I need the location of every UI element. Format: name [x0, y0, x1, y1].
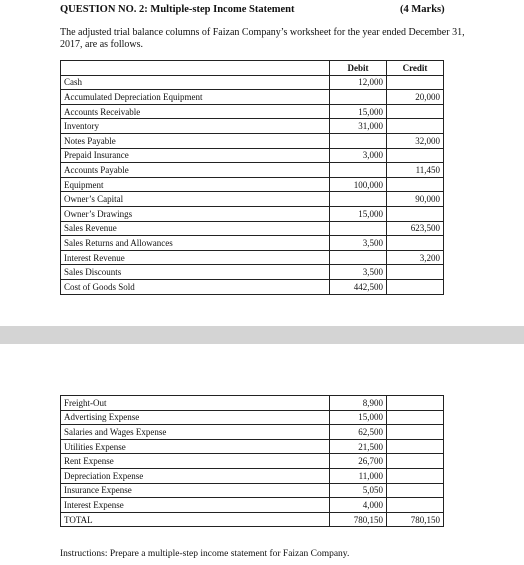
question-intro: The adjusted trial balance columns of Faizan Company’s worksheet for the year ended December 31, 2017, are as follows. — [60, 27, 465, 50]
credit-cell: 20,000 — [387, 90, 444, 105]
debit-cell: 3,500 — [330, 265, 387, 280]
credit-cell — [387, 439, 444, 454]
credit-cell: 3,200 — [387, 250, 444, 265]
debit-cell: 12,000 — [330, 75, 387, 90]
credit-cell: 623,500 — [387, 221, 444, 236]
credit-cell — [387, 483, 444, 498]
table-row — [61, 104, 444, 119]
account-cell: Owner’s Capital — [61, 192, 330, 207]
credit-cell: 11,450 — [387, 163, 444, 178]
debit-cell: 100,000 — [330, 177, 387, 192]
table-row — [61, 133, 444, 148]
credit-cell — [387, 425, 444, 440]
credit-cell — [387, 498, 444, 513]
table-row — [61, 265, 444, 280]
account-cell: Prepaid Insurance — [61, 148, 330, 163]
table-row — [61, 221, 444, 236]
account-cell: Accounts Payable — [61, 163, 330, 178]
account-cell: Sales Returns and Allowances — [61, 236, 330, 251]
debit-cell: 62,500 — [330, 425, 387, 440]
debit-cell — [330, 90, 387, 105]
table-row — [61, 396, 444, 411]
credit-cell — [387, 454, 444, 469]
instructions-text: Instructions: Prepare a multiple-step income statement for Faizan Company. — [60, 549, 350, 559]
debit-cell: 21,500 — [330, 439, 387, 454]
account-cell: Cash — [61, 75, 330, 90]
account-cell: TOTAL — [61, 512, 330, 527]
account-cell: Notes Payable — [61, 133, 330, 148]
credit-cell — [387, 236, 444, 251]
account-cell: Salaries and Wages Expense — [61, 425, 330, 440]
debit-cell — [330, 163, 387, 178]
table-row — [61, 498, 444, 513]
table-row — [61, 512, 444, 527]
debit-cell: 15,000 — [330, 410, 387, 425]
table-row — [61, 75, 444, 90]
table-row — [61, 468, 444, 483]
credit-cell: 780,150 — [387, 512, 444, 527]
account-cell: Interest Expense — [61, 498, 330, 513]
header-debit: Debit — [330, 61, 387, 76]
credit-cell — [387, 206, 444, 221]
debit-cell: 26,700 — [330, 454, 387, 469]
question-marks: (4 Marks) — [400, 4, 445, 15]
debit-cell: 15,000 — [330, 104, 387, 119]
credit-cell — [387, 396, 444, 411]
debit-cell — [330, 250, 387, 265]
account-cell: Utilities Expense — [61, 439, 330, 454]
credit-cell — [387, 468, 444, 483]
table-row — [61, 483, 444, 498]
table-row — [61, 192, 444, 207]
table-row — [61, 177, 444, 192]
header-credit: Credit — [387, 61, 444, 76]
debit-cell: 780,150 — [330, 512, 387, 527]
debit-cell: 5,050 — [330, 483, 387, 498]
question-title: QUESTION NO. 2: Multiple-step Income Statement — [60, 4, 295, 15]
account-cell: Advertising Expense — [61, 410, 330, 425]
document-page-2 — [0, 344, 524, 565]
account-cell: Accounts Receivable — [61, 104, 330, 119]
credit-cell — [387, 119, 444, 134]
credit-cell — [387, 75, 444, 90]
debit-cell: 442,500 — [330, 279, 387, 294]
trial-balance-table-part-2 — [60, 395, 444, 527]
table-row — [61, 90, 444, 105]
debit-cell — [330, 192, 387, 207]
table-row — [61, 236, 444, 251]
credit-cell — [387, 410, 444, 425]
debit-cell: 31,000 — [330, 119, 387, 134]
page-separator — [0, 326, 524, 344]
account-cell: Cost of Goods Sold — [61, 279, 330, 294]
credit-cell — [387, 148, 444, 163]
credit-cell: 90,000 — [387, 192, 444, 207]
credit-cell — [387, 279, 444, 294]
account-cell: Insurance Expense — [61, 483, 330, 498]
account-cell: Inventory — [61, 119, 330, 134]
account-cell: Accumulated Depreciation Equipment — [61, 90, 330, 105]
trial-balance-table-part-1 — [60, 60, 444, 295]
table-row — [61, 439, 444, 454]
table-row — [61, 148, 444, 163]
debit-cell — [330, 221, 387, 236]
header-account-cell — [61, 61, 330, 76]
table-row — [61, 410, 444, 425]
debit-cell: 3,500 — [330, 236, 387, 251]
account-cell: Freight-Out — [61, 396, 330, 411]
table-row — [61, 119, 444, 134]
account-cell: Rent Expense — [61, 454, 330, 469]
table-row — [61, 250, 444, 265]
account-cell: Sales Discounts — [61, 265, 330, 280]
account-cell: Equipment — [61, 177, 330, 192]
account-cell: Sales Revenue — [61, 221, 330, 236]
account-cell: Interest Revenue — [61, 250, 330, 265]
debit-cell — [330, 133, 387, 148]
table-row — [61, 279, 444, 294]
debit-cell: 4,000 — [330, 498, 387, 513]
table-row — [61, 454, 444, 469]
table-header-row — [61, 61, 444, 76]
table-row — [61, 163, 444, 178]
debit-cell: 8,900 — [330, 396, 387, 411]
debit-cell: 3,000 — [330, 148, 387, 163]
table-row — [61, 206, 444, 221]
account-cell: Owner’s Drawings — [61, 206, 330, 221]
credit-cell — [387, 177, 444, 192]
credit-cell — [387, 104, 444, 119]
account-cell: Depreciation Expense — [61, 468, 330, 483]
debit-cell: 15,000 — [330, 206, 387, 221]
debit-cell: 11,000 — [330, 468, 387, 483]
credit-cell — [387, 265, 444, 280]
table-row — [61, 425, 444, 440]
credit-cell: 32,000 — [387, 133, 444, 148]
